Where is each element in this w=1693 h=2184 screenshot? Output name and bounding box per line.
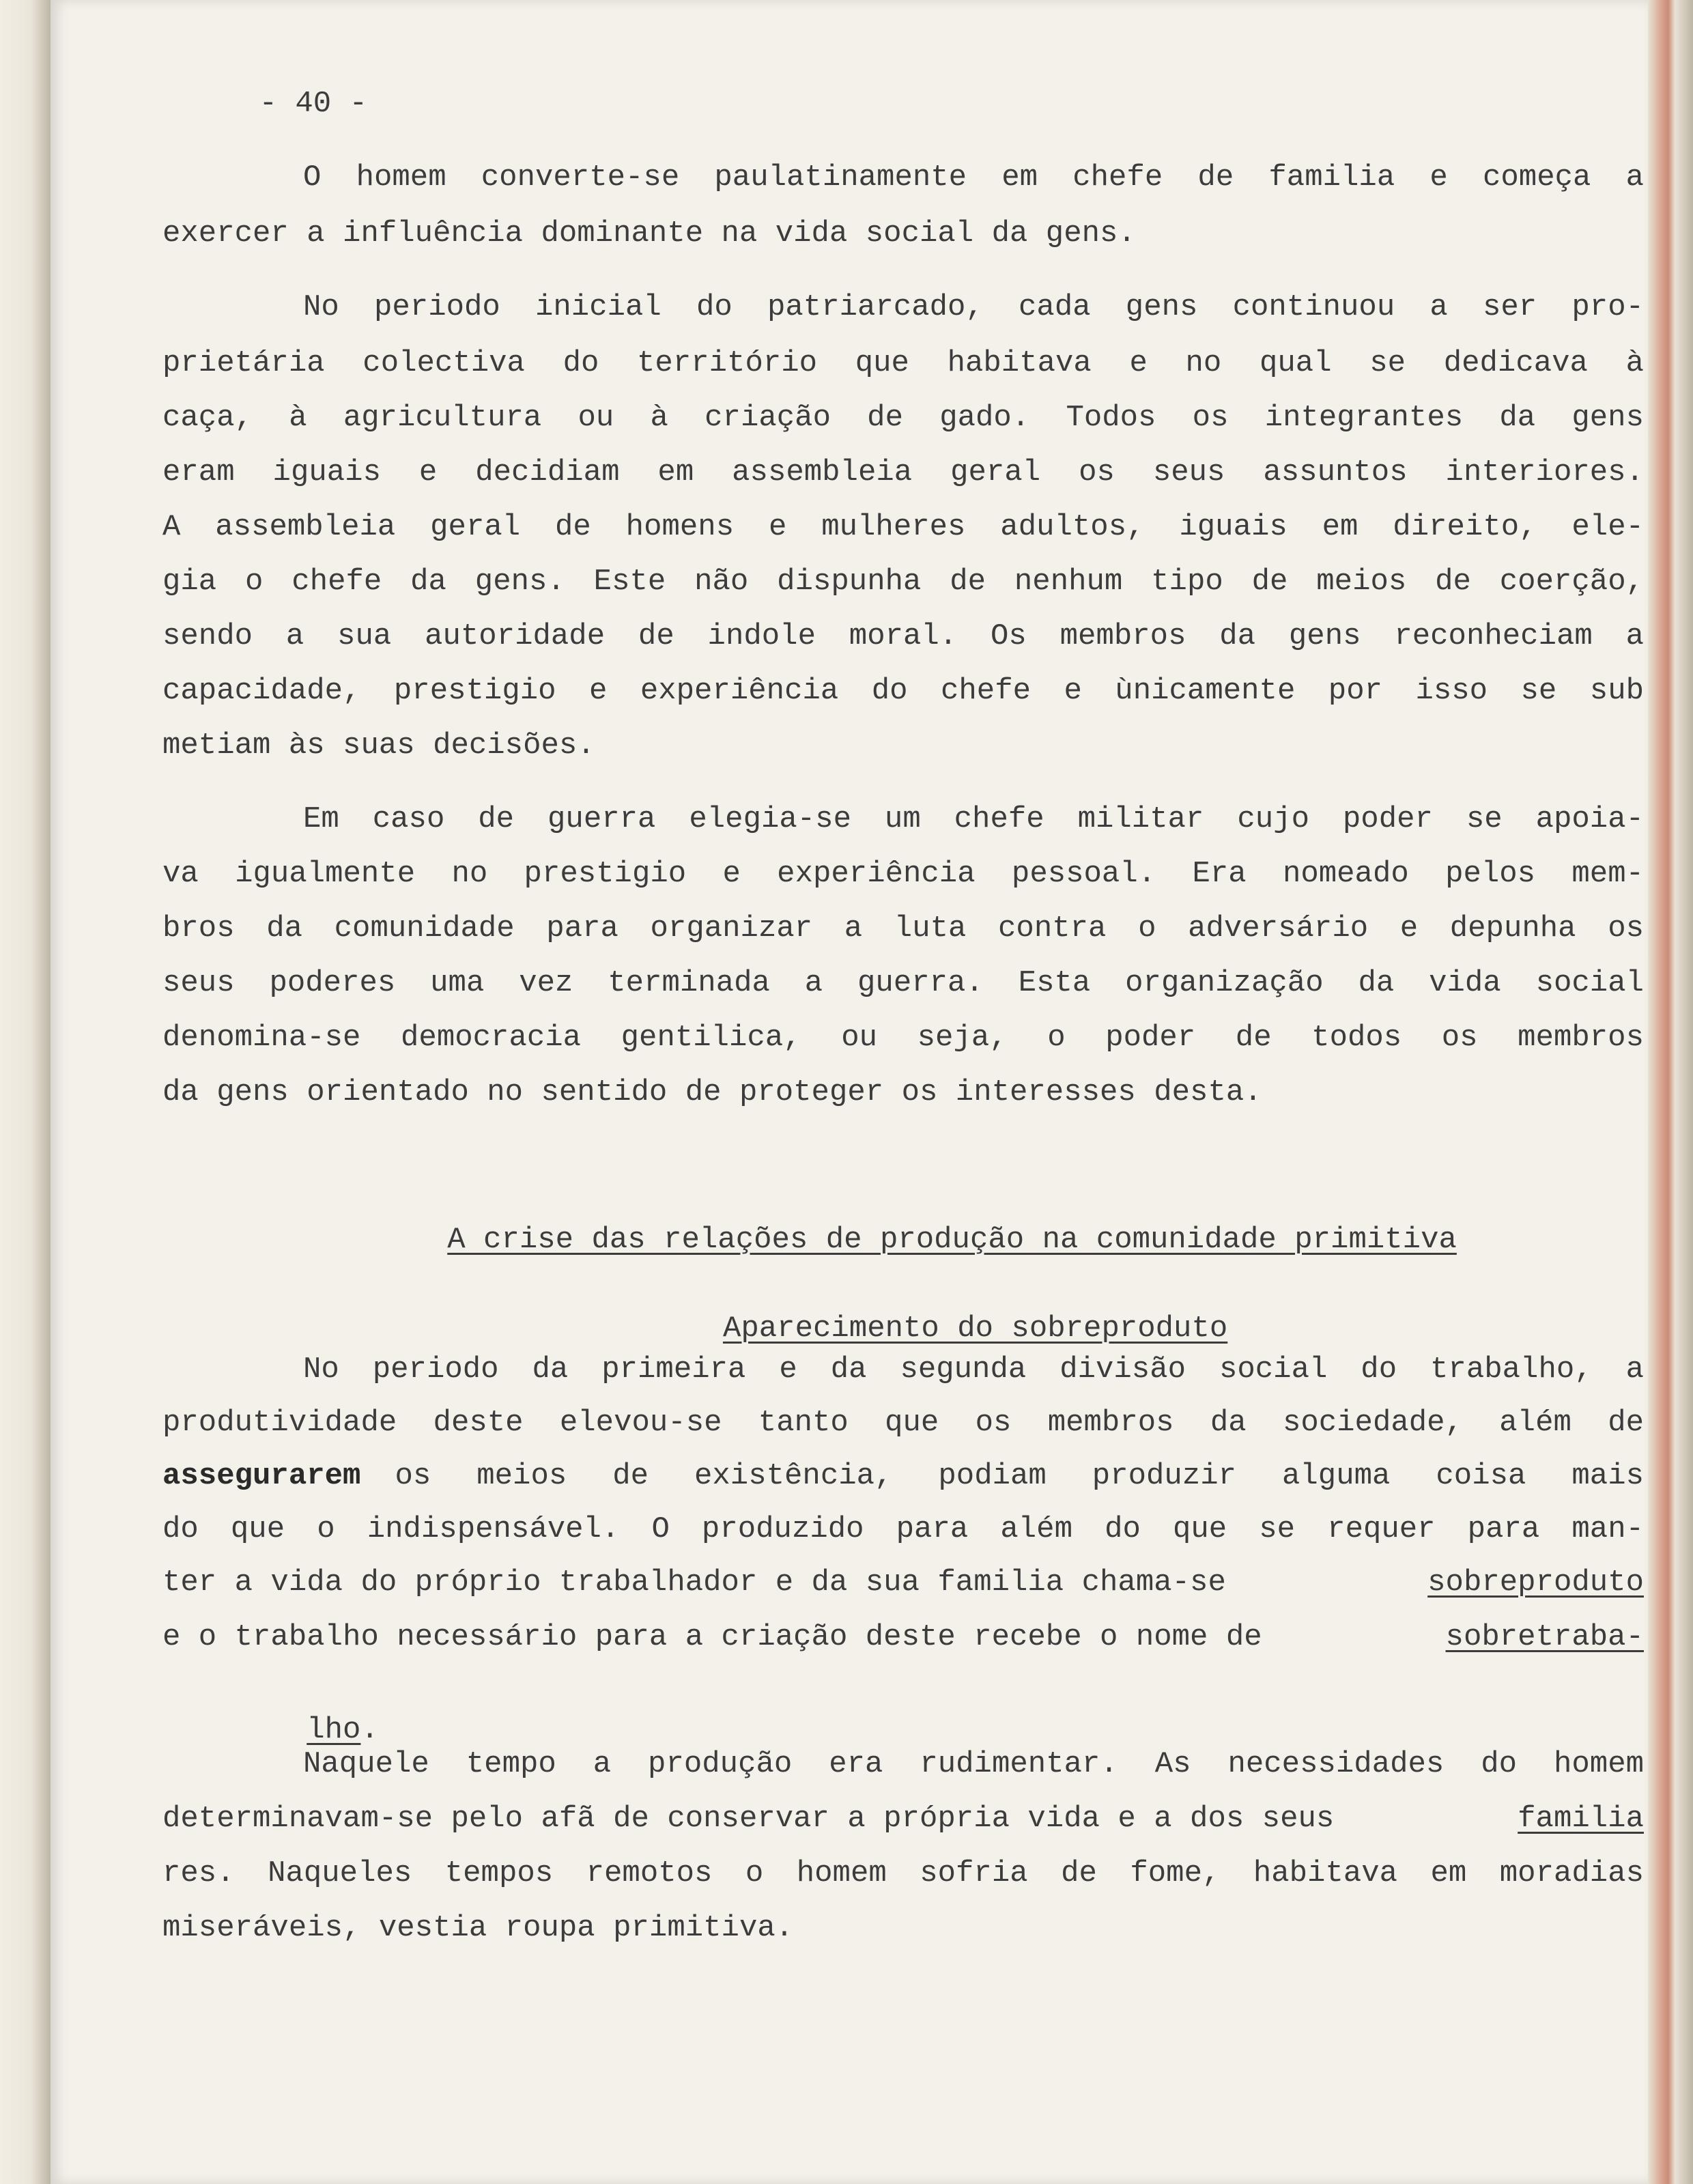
term-familia: familia	[1518, 1802, 1644, 1836]
page-edge-right	[1648, 0, 1693, 2184]
p4-line-5-text: ter a vida do próprio trabalhador e da sua familia chama-se	[162, 1565, 1244, 1600]
p3-line-1: Em caso de guerra elegia-se um chefe militar cujo poder se apoia-	[303, 802, 1644, 836]
heading-main-wrap	[303, 1182, 1566, 1257]
heading-sub: Aparecimento do sobreproduto	[722, 1311, 1228, 1346]
p4-line-4: do que o indispensável. O produzido para além do que se requer para man-	[162, 1512, 1644, 1546]
p2-line-6: gia o chefe da gens. Este não dispunha de nenhum tipo de meios de coerção,	[162, 565, 1644, 599]
p2-line-1: No periodo inicial do patriarcado, cada gens continuou a ser pro-	[303, 290, 1644, 324]
p4-line-2: produtividade deste elevou-se tanto que os membros da sociedade, além de	[162, 1406, 1644, 1440]
p4-line-3-bold: assegurarem	[162, 1459, 361, 1493]
heading-sub-wrap	[162, 1271, 1644, 1346]
p4-line-6-text: e o trabalho necessário para a criação deste recebe o nome de	[162, 1620, 1281, 1654]
p2-line-2: prietária colectiva do território que habitava e no qual se dedicava à	[162, 346, 1644, 380]
page-number: - 40 -	[259, 87, 367, 121]
p2-line-9: metiam às suas decisões.	[162, 728, 595, 763]
p4-line-3-rest: os meios de existência, podiam produzir alguma coisa mais	[395, 1459, 1644, 1493]
p5-line-3: res. Naqueles tempos remotos o homem sofria de fome, habitava em moradias	[162, 1856, 1644, 1890]
p3-line-2: va igualmente no prestigio e experiência pessoal. Era nomeado pelos mem-	[162, 857, 1644, 891]
previous-page-edge	[0, 0, 51, 2184]
term-sobreproduto: sobreproduto	[1427, 1565, 1644, 1600]
p2-line-3: caça, à agricultura ou à criação de gado. Todos os integrantes da gens	[162, 401, 1644, 435]
p4-line-5	[162, 1563, 1644, 1602]
p2-line-8: capacidade, prestigio e experiência do chefe e ùnicamente por isso se sub	[162, 674, 1644, 708]
term-sobretrabalho-part2: lho	[307, 1713, 361, 1747]
p5-line-2-text: determinavam-se pelo afã de conservar a própria vida e a dos seus	[162, 1802, 1352, 1836]
p5-line-1: Naquele tempo a produção era rudimentar. As necessidades do homem	[303, 1747, 1644, 1781]
p1-line-2: exercer a influência dominante na vida social da gens.	[162, 216, 1136, 251]
p4-line-6	[162, 1618, 1644, 1656]
p4-line-7-period: .	[360, 1713, 379, 1747]
p2-line-7: sendo a sua autoridade de indole moral. Os membros da gens reconheciam a	[162, 619, 1644, 653]
p3-line-5: denomina-se democracia gentilica, ou seja, o poder de todos os membros	[162, 1021, 1644, 1055]
p1-line-1: O homem converte-se paulatinamente em chefe de familia e começa a	[303, 160, 1644, 195]
term-sobretrabalho-part1: sobretraba-	[1445, 1620, 1644, 1654]
p2-line-4: eram iguais e decidiam em assembleia geral os seus assuntos interiores.	[162, 455, 1644, 490]
p5-line-2	[162, 1800, 1644, 1838]
heading-main: A crise das relações de produção na comunidade primitiva	[447, 1223, 1457, 1257]
p3-line-3: bros da comunidade para organizar a luta contra o adversário e depunha os	[162, 911, 1644, 946]
p4-line-3	[162, 1457, 1644, 1495]
p3-line-6: da gens orientado no sentido de proteger os interesses desta.	[162, 1075, 1262, 1109]
typewritten-page	[51, 0, 1648, 2184]
p2-line-5: A assembleia geral de homens e mulheres adultos, iguais em direito, ele-	[162, 510, 1644, 544]
p5-line-4: miseráveis, vestia roupa primitiva.	[162, 1911, 794, 1945]
p4-line-7	[162, 1673, 1644, 1747]
p3-line-4: seus poderes uma vez terminada a guerra. Esta organização da vida social	[162, 966, 1644, 1000]
p4-line-1: No periodo da primeira e da segunda divisão social do trabalho, a	[303, 1352, 1644, 1387]
